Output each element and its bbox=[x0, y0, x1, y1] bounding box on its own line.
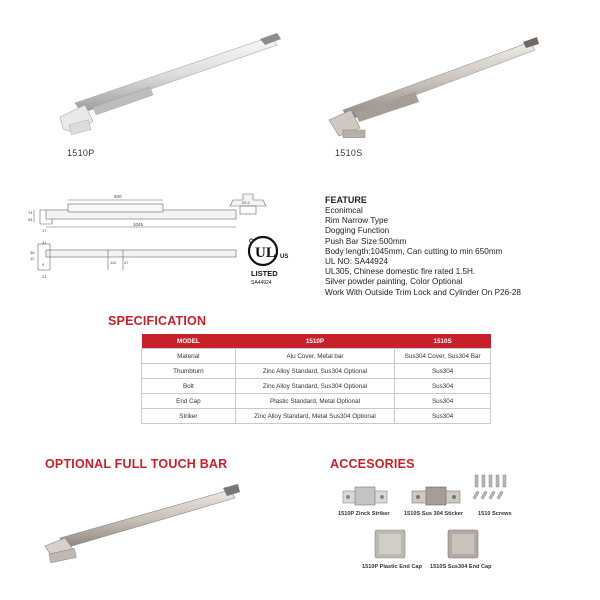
feature-item: UL NO: SA44924 bbox=[325, 257, 388, 267]
feature-item: Push Bar Size:500mm bbox=[325, 236, 407, 246]
drawing-dim: 25.2 bbox=[242, 200, 250, 205]
drawing-dim: 12 bbox=[30, 256, 35, 261]
column-header: 1510S bbox=[395, 334, 491, 349]
column-header: 1510P bbox=[235, 334, 394, 349]
table-cell: Sus304 bbox=[395, 364, 491, 379]
table-row bbox=[142, 379, 491, 394]
table-cell: Sus304 Cover, Sus304 Bar bbox=[395, 349, 491, 364]
drawing-dim: 110 bbox=[110, 260, 117, 265]
drawing-dim: 9 bbox=[42, 262, 45, 267]
accessory-label: 1510S Sus 304 Sticker bbox=[404, 511, 464, 517]
plastic-end-cap-image bbox=[373, 528, 407, 560]
drawing-dim: 36 bbox=[30, 250, 35, 255]
table-header-row bbox=[142, 334, 491, 349]
table-row bbox=[142, 394, 491, 409]
svg-text:US: US bbox=[280, 254, 289, 260]
drawing-dim: 54 bbox=[28, 217, 33, 222]
drawing-dim-1045: 1045 bbox=[133, 222, 144, 227]
zinc-striker-image bbox=[341, 485, 389, 507]
feature-item: UL305, Chinese domestic fire rated 1.5H. bbox=[325, 267, 476, 277]
specification-table bbox=[141, 334, 491, 424]
feature-item: Econimcal bbox=[325, 206, 363, 215]
feature-item: Silver powder painting, Color Optional bbox=[325, 277, 463, 287]
drawing-dim: 17 bbox=[42, 228, 47, 233]
table-cell: Zinc Alloy Standard, Metal Sus304 Optional bbox=[235, 409, 394, 424]
table-cell: Material bbox=[142, 349, 236, 364]
specification-title: SPECIFICATION bbox=[108, 314, 207, 328]
table-cell: Bolt bbox=[142, 379, 236, 394]
svg-text:LISTED: LISTED bbox=[251, 269, 278, 278]
table-cell: End Cap bbox=[142, 394, 236, 409]
table-cell: Sus304 bbox=[395, 394, 491, 409]
sus304-end-cap-image bbox=[446, 528, 480, 560]
table-cell: Plastic Standard, Metal Optional bbox=[235, 394, 394, 409]
drawing-dim: 74 bbox=[28, 210, 33, 215]
accessory-label: 1510 Screws bbox=[478, 511, 512, 517]
feature-list bbox=[325, 206, 521, 298]
table-cell: Alu Cover, Metal bar bbox=[235, 349, 394, 364]
feature-item: Dogging Function bbox=[325, 226, 390, 236]
optional-touch-bar-title: OPTIONAL FULL TOUCH BAR bbox=[45, 457, 228, 471]
column-header: MODEL bbox=[142, 334, 236, 349]
drawing-dim-500: 500 bbox=[114, 194, 122, 199]
screws-image bbox=[472, 473, 514, 507]
accessories-title: ACCESORIES bbox=[330, 457, 415, 471]
product-1510p-image bbox=[55, 25, 305, 150]
ul-listed-logo bbox=[246, 235, 296, 293]
svg-text:SA44924: SA44924 bbox=[251, 280, 272, 286]
table-row bbox=[142, 409, 491, 424]
accessory-label: 1510P Zinck Striker bbox=[338, 511, 390, 517]
table-cell: Sus304 bbox=[395, 409, 491, 424]
sus304-sticker-image bbox=[410, 485, 462, 507]
feature-item: Rim Narrow Type bbox=[325, 216, 389, 226]
feature-item: Body length:1045mm, Can cutting to min 650mm bbox=[325, 246, 503, 256]
accessory-label: 1510S Sus304 End Cap bbox=[430, 564, 492, 570]
accessory-label: 1510P Plastic End Cap bbox=[362, 564, 422, 570]
svg-text:C: C bbox=[249, 239, 254, 245]
table-cell: Zinc Alloy Standard, Sus304 Optional bbox=[235, 364, 394, 379]
feature-title: FEATURE bbox=[325, 195, 367, 205]
table-cell: Striker bbox=[142, 409, 236, 424]
table-row bbox=[142, 364, 491, 379]
drawing-dim: 41 bbox=[42, 240, 47, 245]
table-cell: Sus304 bbox=[395, 379, 491, 394]
drawing-dim: 47 bbox=[124, 260, 129, 265]
feature-item: Work With Outside Trim Lock and Cylinder On P26-28 bbox=[325, 287, 521, 297]
product-1510s-image bbox=[325, 28, 540, 138]
product-caption: 1510S bbox=[335, 148, 363, 158]
product-caption: 1510P bbox=[67, 148, 95, 158]
table-cell: Zinc Alloy Standard, Sus304 Optional bbox=[235, 379, 394, 394]
full-touch-bar-image bbox=[35, 480, 245, 570]
table-cell: Thumbturn bbox=[142, 364, 236, 379]
table-row bbox=[142, 349, 491, 364]
svg-text:UL: UL bbox=[255, 245, 276, 261]
drawing-dim: 21 bbox=[42, 274, 47, 279]
